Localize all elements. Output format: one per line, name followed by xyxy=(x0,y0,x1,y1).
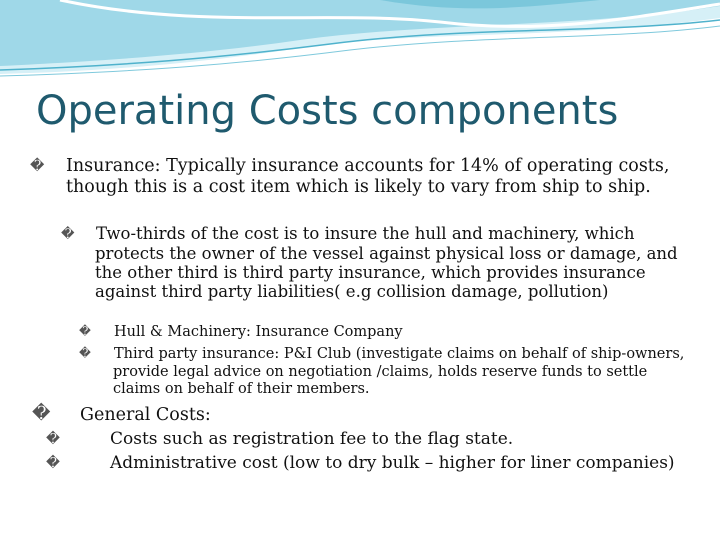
header-wave-decoration xyxy=(0,0,720,90)
bullet-marker-icon: � xyxy=(79,324,91,338)
bullet-insurance xyxy=(30,156,688,198)
bullet-text: Hull & Machinery: Insurance Company xyxy=(114,324,403,340)
bullet-text: Administrative cost (low to dry bulk – higher for liner companies) xyxy=(110,453,675,473)
bullet-marker-icon: � xyxy=(79,346,91,360)
bullet-marker-icon: � xyxy=(46,455,60,471)
bullet-marker-icon: � xyxy=(46,431,60,447)
bullet-third-party xyxy=(79,345,696,399)
bullet-administrative xyxy=(46,453,678,473)
slide-title: Operating Costs components xyxy=(36,88,619,134)
bullet-marker-icon: � xyxy=(32,403,51,424)
bullet-marker-icon: � xyxy=(61,227,75,242)
bullet-text: General Costs: xyxy=(80,405,211,425)
bullet-general-costs xyxy=(32,403,650,426)
bullet-text: Insurance: Typically insurance accounts for 14% of operating costs, though this is a cost item which is likely to vary from ship to ship. xyxy=(66,156,670,197)
bullet-marker-icon: � xyxy=(30,158,45,174)
bullet-hull-machinery xyxy=(79,323,696,342)
bullet-text: Third party insurance: P&I Club (investigate claims on behalf of ship-owners, provide legal advice on negotiation /claims, holds reserve funds to settle claims on behalf of their members. xyxy=(113,346,685,397)
bullet-hull-share xyxy=(61,224,678,301)
bullet-text: Two-thirds of the cost is to insure the hull and machinery, which protects the owner of the vessel against physical loss or damage, and the other third is third party insurance, which provides insurance against third party liabilities( e.g collision damage, pollution) xyxy=(95,224,678,301)
bullet-registration xyxy=(46,429,678,449)
bullet-text: Costs such as registration fee to the flag state. xyxy=(110,429,514,449)
